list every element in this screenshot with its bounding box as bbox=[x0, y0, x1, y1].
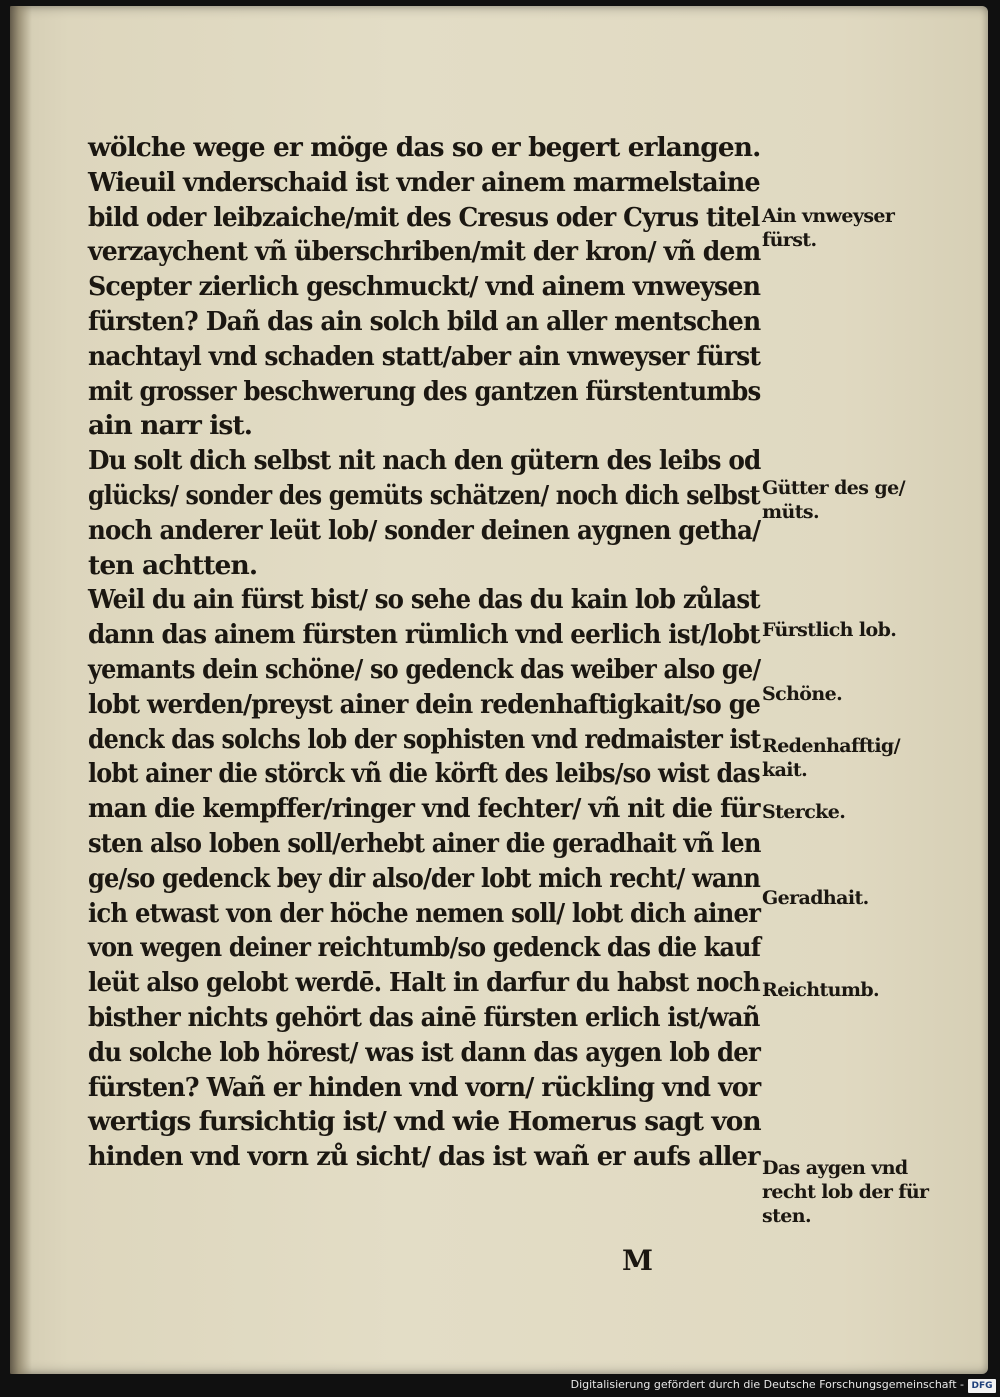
text-line: hinden vnd vorn zů sicht/ das ist wañ er aufs aller bbox=[88, 1141, 760, 1173]
marginal-note bbox=[762, 682, 962, 706]
book-spine-shadow bbox=[10, 6, 32, 1374]
text-line: man die kempffer/ringer vnd fechter/ vñ nit die für bbox=[88, 793, 760, 825]
text-line: ain narr ist. bbox=[88, 410, 253, 442]
marginal-line: kait. bbox=[762, 759, 808, 781]
text-line: wertigs fursichtig ist/ vnd wie Homerus sagt von bbox=[88, 1106, 761, 1138]
text-line: von wegen deiner reichtumb/so gedenck das die kauf bbox=[88, 932, 761, 964]
marginal-note bbox=[762, 476, 962, 524]
marginal-line: Ain vnweyser bbox=[762, 205, 895, 227]
text-line: wölche wege er möge das so er begert erlangen. bbox=[88, 132, 761, 163]
text-line: lobt ainer die störck vñ die körft des leibs/so wist das bbox=[88, 758, 760, 790]
marginal-line: Stercke. bbox=[762, 801, 846, 823]
text-line: bild oder leibzaiche/mit des Cresus oder Cyrus titel bbox=[88, 201, 760, 233]
marginal-line: recht lob der für bbox=[762, 1181, 929, 1203]
marginal-line: Das aygen vnd bbox=[762, 1157, 908, 1179]
text-line: verzaychent vñ überschriben/mit der kron/ vñ dem bbox=[88, 236, 761, 268]
main-text-block bbox=[88, 131, 768, 1175]
text-line: dann das ainem fürsten rümlich vnd eerlich ist/lobt bbox=[88, 619, 760, 651]
marginal-note bbox=[762, 978, 962, 1002]
text-line: glücks/ sonder des gemüts schätzen/ noch dich selbst bbox=[88, 479, 760, 511]
text-line: Weil du ain fürst bist/ so sehe das du kain lob zůlast bbox=[88, 584, 760, 616]
marginal-line: Gütter des ge/ bbox=[762, 477, 905, 499]
marginal-line: müts. bbox=[762, 501, 820, 523]
text-line: lobt werden/preyst ainer dein redenhaftigkait/so ge bbox=[88, 688, 761, 720]
signature-mark: M bbox=[622, 1244, 653, 1277]
text-line: noch anderer leüt lob/ sonder deinen aygnen getha/ bbox=[88, 514, 761, 546]
text-line: bisther nichts gehört das ainē fürsten erlich ist/wañ bbox=[88, 1001, 760, 1033]
marginal-line: Fürstlich lob. bbox=[762, 619, 897, 641]
marginal-note bbox=[762, 734, 962, 782]
marginal-note bbox=[762, 618, 962, 642]
text-line: leüt also gelobt werdē. Halt in darfur du habst noch bbox=[88, 967, 760, 999]
marginal-line: sten. bbox=[762, 1205, 811, 1227]
marginal-note bbox=[762, 1156, 962, 1228]
marginal-line: fürst. bbox=[762, 229, 817, 251]
marginal-line: Geradhait. bbox=[762, 887, 869, 909]
text-line: du solche lob hörest/ was ist dann das aygen lob der bbox=[88, 1036, 761, 1068]
text-line: ich etwast von der höche nemen soll/ lobt dich ainer bbox=[88, 897, 761, 929]
marginal-line: Schöne. bbox=[762, 683, 843, 705]
marginal-note bbox=[762, 204, 962, 252]
text-line: sten also loben soll/erhebt ainer die geradhait vñ len bbox=[88, 827, 761, 859]
marginal-line: Reichtumb. bbox=[762, 979, 880, 1001]
marginal-note bbox=[762, 800, 962, 824]
text-line: Wieuil vnderschaid ist vnder ainem marmelstaine bbox=[88, 166, 760, 198]
text-line: denck das solchs lob der sophisten vnd redmaister ist bbox=[88, 723, 761, 755]
text-line: ge/so gedenck bey dir also/der lobt mich recht/ wann bbox=[88, 862, 761, 894]
text-line: fürsten? Wañ er hinden vnd vorn/ rückling vnd vor bbox=[88, 1071, 761, 1103]
marginal-note bbox=[762, 886, 962, 910]
dfg-logo bbox=[968, 1379, 996, 1393]
marginal-line: Redenhafftig/ bbox=[762, 735, 900, 757]
book-page bbox=[10, 6, 988, 1374]
text-line: ten achtten. bbox=[88, 549, 258, 581]
text-line: fürsten? Dañ das ain solch bild an aller mentschen bbox=[88, 305, 761, 337]
text-line: mit grosser beschwerung des gantzen fürstentumbs bbox=[88, 375, 761, 407]
text-line: nachtayl vnd schaden statt/aber ain vnweyser fürst bbox=[88, 340, 761, 372]
dfg-logo-text: DFG bbox=[971, 1381, 993, 1391]
digitization-credit: Digitalisierung gefördert durch die Deutsche Forschungsgemeinschaft - bbox=[570, 1378, 964, 1391]
text-line: Du solt dich selbst nit nach den gütern des leibs od bbox=[88, 445, 761, 477]
text-line: yemants dein schöne/ so gedenck das weiber also ge/ bbox=[88, 653, 761, 685]
text-line: Scepter zierlich geschmuckt/ vnd ainem vnweysen bbox=[88, 271, 761, 303]
